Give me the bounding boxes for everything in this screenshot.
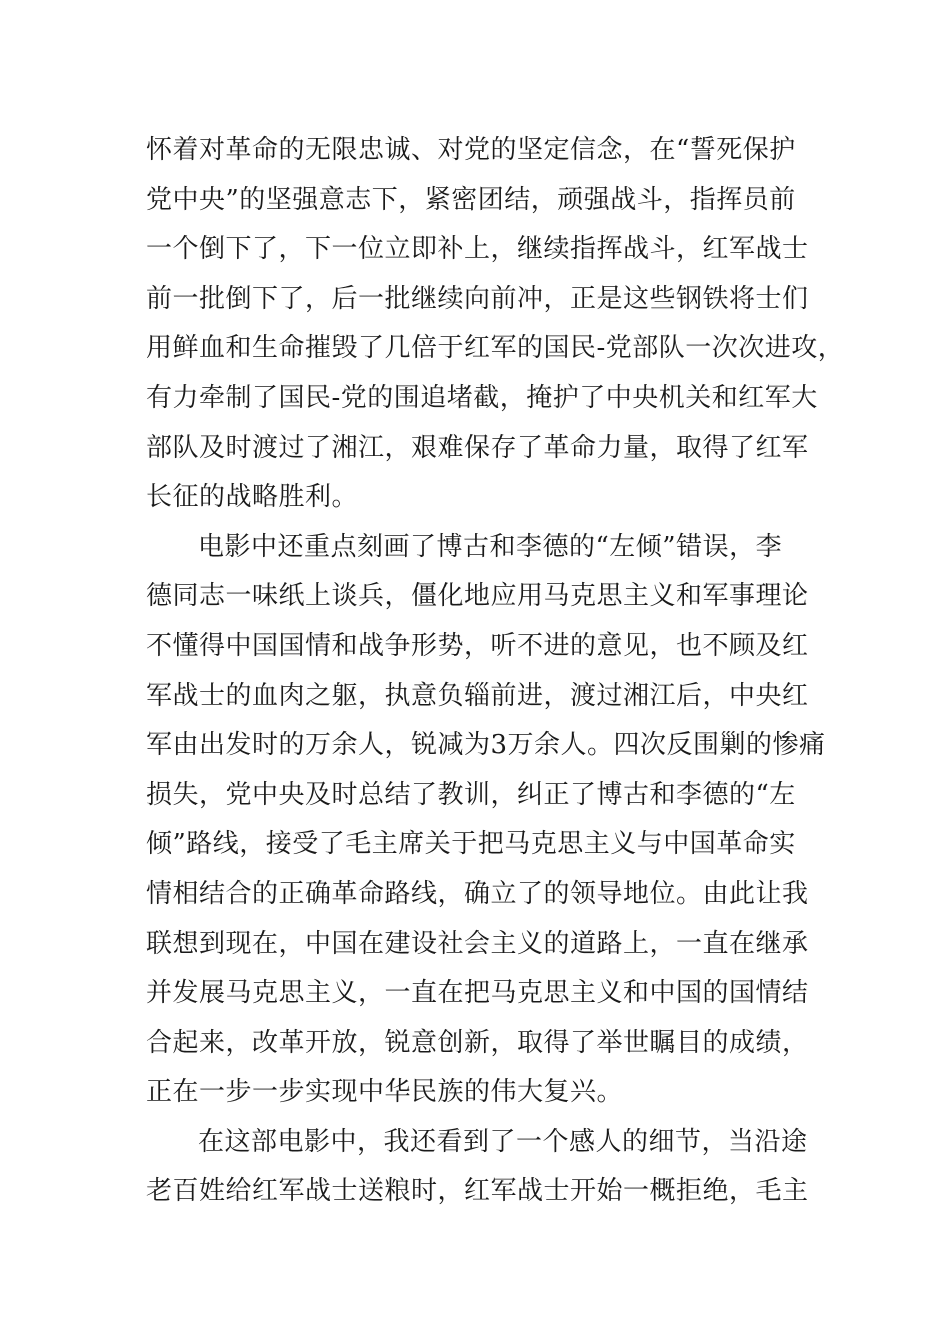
text-line: 不懂得中国国情和战争形势，听不进的意见，也不顾及红 bbox=[146, 630, 809, 661]
text-line: 军由出发时的万余人，锐减为3万余人。四次反围剿的惨痛 bbox=[146, 730, 826, 761]
text-line: 在这部电影中，我还看到了一个感人的细节，当沿途 bbox=[198, 1126, 808, 1157]
text-line: 一个倒下了，下一位立即补上，继续指挥战斗，红军战士 bbox=[146, 234, 809, 265]
text-line: 并发展马克思主义，一直在把马克思主义和中国的国情结 bbox=[146, 978, 809, 1009]
paragraph-2 bbox=[146, 523, 826, 1118]
text-line: 前一批倒下了，后一批继续向前冲，正是这些钢铁将士们 bbox=[146, 283, 809, 314]
text-line: 老百姓给红军战士送粮时，红军战士开始一概拒绝，毛主 bbox=[146, 1176, 809, 1207]
text-line: 德同志一味纸上谈兵，僵化地应用马克思主义和军事理论 bbox=[146, 581, 809, 612]
text-line: 损失，党中央及时总结了教训，纠正了博古和李德的“左 bbox=[146, 779, 796, 810]
text-line: 军战士的血肉之躯，执意负辎前进，渡过湘江后，中央红 bbox=[146, 680, 809, 711]
text-line: 倾”路线，接受了毛主席关于把马克思主义与中国革命实 bbox=[146, 829, 796, 860]
text-line: 部队及时渡过了湘江，艰难保存了革命力量，取得了红军 bbox=[146, 432, 809, 463]
text-line: 有力牵制了国民-党的围追堵截，掩护了中央机关和红军大 bbox=[146, 382, 818, 413]
text-line: 情相结合的正确革命路线，确立了的领导地位。由此让我 bbox=[146, 878, 809, 909]
text-line: 电影中还重点刻画了博古和李德的“左倾”错误，李 bbox=[198, 531, 783, 562]
text-line: 联想到现在，中国在建设社会主义的道路上，一直在继承 bbox=[146, 928, 809, 959]
text-line: 正在一步一步实现中华民族的伟大复兴。 bbox=[146, 1077, 624, 1108]
paragraph-3 bbox=[146, 1118, 816, 1217]
text-line: 怀着对革命的无限忠诚、对党的坚定信念，在“誓死保护 bbox=[146, 135, 796, 165]
text-line: 用鲜血和生命摧毁了几倍于红军的国民-党部队一次次进攻， bbox=[146, 333, 845, 364]
text-line: 党中央”的坚强意志下，紧密团结，顽强战斗，指挥员前 bbox=[146, 184, 796, 215]
paragraph-1 bbox=[146, 126, 845, 523]
text-line: 长征的战略胜利。 bbox=[146, 482, 359, 513]
document-body bbox=[146, 126, 845, 1217]
text-line: 合起来，改革开放，锐意创新，取得了举世瞩目的成绩， bbox=[146, 1027, 809, 1058]
